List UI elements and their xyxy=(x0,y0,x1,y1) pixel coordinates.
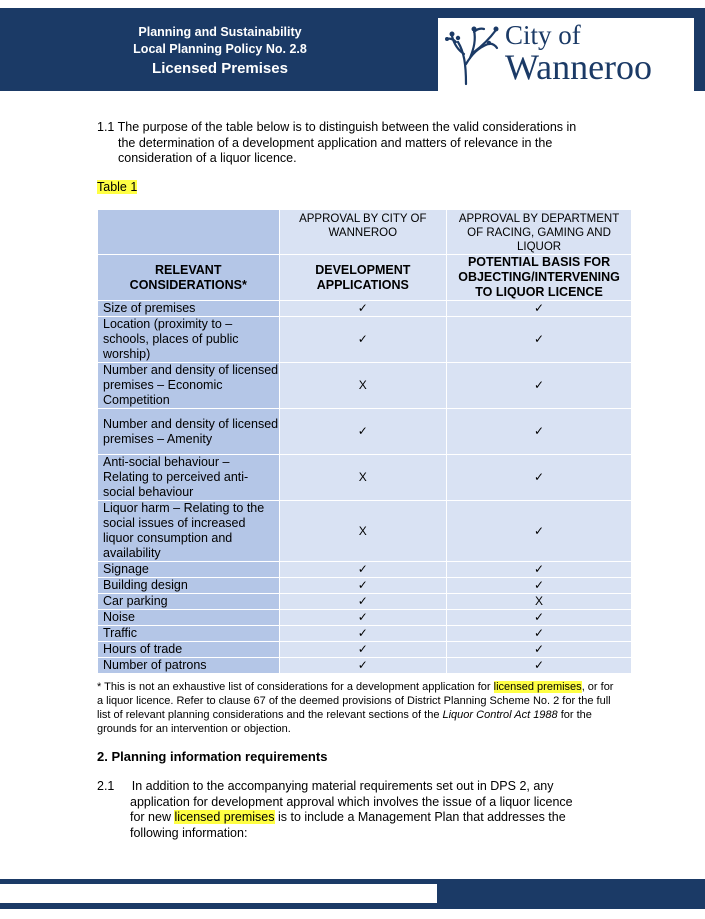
page-header xyxy=(0,8,705,91)
liquor-mark-cell: ✓ xyxy=(447,301,632,317)
consideration-cell: Anti-social behaviour – Relating to perceived anti-social behaviour xyxy=(98,455,280,501)
approval-city-header xyxy=(279,210,447,255)
header-department: Planning and Sustainability xyxy=(138,25,302,39)
table-row xyxy=(98,317,632,363)
table-row xyxy=(98,658,632,674)
p21-line-3 xyxy=(97,810,607,826)
paragraph-2-1 xyxy=(97,779,607,841)
consideration-cell: Hours of trade xyxy=(98,642,280,658)
table-row xyxy=(98,594,632,610)
table-row xyxy=(98,363,632,409)
table-top-row xyxy=(98,210,632,255)
liquor-mark-cell: ✓ xyxy=(447,409,632,455)
logo-wanneroo-text: Wanneroo xyxy=(505,47,653,87)
p21-highlight: licensed premises xyxy=(174,810,275,824)
intro-line-1: 1.1 The purpose of the table below is to distinguish between the valid considerations in xyxy=(97,120,577,134)
approval-dept-header xyxy=(447,210,632,255)
footnote-text-1: * This is not an exhaustive list of considerations for a development application for xyxy=(97,681,494,693)
table-row xyxy=(98,455,632,501)
liquor-mark-cell: ✓ xyxy=(447,578,632,594)
development-mark-cell: ✓ xyxy=(279,317,447,363)
liquor-mark-cell: ✓ xyxy=(447,658,632,674)
intro-line-3: consideration of a liquor licence. xyxy=(118,151,297,165)
consideration-cell: Traffic xyxy=(98,626,280,642)
p21-line-4: following information: xyxy=(130,825,248,840)
p21-line-3-start: for new xyxy=(130,810,175,824)
liquor-mark-cell: ✓ xyxy=(447,626,632,642)
consideration-cell: Size of premises xyxy=(98,301,280,317)
consideration-cell: Car parking xyxy=(98,594,280,610)
table-row xyxy=(98,578,632,594)
approval-city-text: APPROVAL BY CITY OF WANNEROO xyxy=(299,213,427,239)
relevant-considerations-text: RELEVANT CONSIDERATIONS* xyxy=(129,262,247,292)
development-mark-cell: ✓ xyxy=(279,562,447,578)
table-row xyxy=(98,642,632,658)
footnote-highlight: licensed premises xyxy=(493,681,582,693)
kangaroo-paw-icon xyxy=(444,24,502,86)
development-mark-cell: ✓ xyxy=(279,658,447,674)
footnote-act-title: Liquor Control Act 1988 xyxy=(442,709,558,721)
liquor-mark-cell: ✓ xyxy=(447,455,632,501)
table-top-empty-cell xyxy=(98,210,280,255)
intro-line-2: the determination of a development application and matters of relevance in the xyxy=(118,135,553,150)
liquor-mark-cell: ✓ xyxy=(447,317,632,363)
development-mark-cell: X xyxy=(279,363,447,409)
table-row xyxy=(98,501,632,562)
consideration-cell: Signage xyxy=(98,562,280,578)
logo-city-text: City of xyxy=(505,20,581,50)
p21-line-3-end: is to include a Management Plan that addresses the xyxy=(274,810,566,824)
p21-line-2: application for development approval which involves the issue of a liquor licence xyxy=(130,794,573,809)
approval-dept-text: APPROVAL BY DEPARTMENT OF RACING, GAMING AND LIQUOR xyxy=(458,213,620,253)
footnote-text-2: , or for a liquor licence. Refer to clause 67 of the deemed provisions of District Planning Scheme No. 2 for the full list of relevant planning considerations and the relevant sections of the xyxy=(97,681,614,721)
liquor-mark-cell: ✓ xyxy=(447,501,632,562)
section-2-heading: 2. Planning information requirements xyxy=(97,749,328,764)
p21-line-1: 2.1 In addition to the accompanying material requirements set out in DPS 2, any xyxy=(97,779,554,793)
table-row xyxy=(98,562,632,578)
consideration-cell: Number and density of licensed premises – Economic Competition xyxy=(98,363,280,409)
table-row xyxy=(98,409,632,455)
table-label xyxy=(97,180,137,196)
development-mark-cell: ✓ xyxy=(279,642,447,658)
consideration-cell: Noise xyxy=(98,610,280,626)
consideration-cell: Number and density of licensed premises – Amenity xyxy=(98,409,280,455)
table-header-row xyxy=(98,255,632,301)
consideration-cell: Location (proximity to – schools, places of public worship) xyxy=(98,317,280,363)
development-mark-cell: ✓ xyxy=(279,409,447,455)
header-title-block xyxy=(100,24,340,80)
liquor-mark-cell: ✓ xyxy=(447,642,632,658)
development-applications-header xyxy=(279,255,447,301)
table-row xyxy=(98,301,632,317)
potential-basis-header xyxy=(447,255,632,301)
development-mark-cell: ✓ xyxy=(279,626,447,642)
table-label-text: Table 1 xyxy=(97,180,138,194)
liquor-mark-cell: ✓ xyxy=(447,562,632,578)
development-mark-cell: ✓ xyxy=(279,594,447,610)
city-logo xyxy=(438,18,694,91)
table-row xyxy=(98,626,632,642)
relevant-considerations-header xyxy=(98,255,280,301)
consideration-cell: Building design xyxy=(98,578,280,594)
development-applications-text: DEVELOPMENT APPLICATIONS xyxy=(315,262,411,292)
development-mark-cell: ✓ xyxy=(279,301,447,317)
liquor-mark-cell: X xyxy=(447,594,632,610)
table-row xyxy=(98,610,632,626)
development-mark-cell: ✓ xyxy=(279,578,447,594)
intro-paragraph xyxy=(97,120,617,167)
footnote-text-3: for the grounds for an intervention or objection. xyxy=(97,709,592,735)
development-mark-cell: ✓ xyxy=(279,610,447,626)
liquor-mark-cell: ✓ xyxy=(447,363,632,409)
table-footnote xyxy=(97,680,617,736)
considerations-table xyxy=(97,209,632,674)
development-mark-cell: X xyxy=(279,455,447,501)
potential-basis-text: POTENTIAL BASIS FOR OBJECTING/INTERVENING TO LIQUOR LICENCE xyxy=(458,255,620,299)
footer-white-strip xyxy=(0,884,437,903)
header-policy-number: Local Planning Policy No. 2.8 xyxy=(133,42,307,56)
development-mark-cell: X xyxy=(279,501,447,562)
consideration-cell: Number of patrons xyxy=(98,658,280,674)
liquor-mark-cell: ✓ xyxy=(447,610,632,626)
consideration-cell: Liquor harm – Relating to the social issues of increased liquor consumption and availability xyxy=(98,501,280,562)
header-policy-title: Licensed Premises xyxy=(152,60,288,77)
table-body xyxy=(98,301,632,674)
